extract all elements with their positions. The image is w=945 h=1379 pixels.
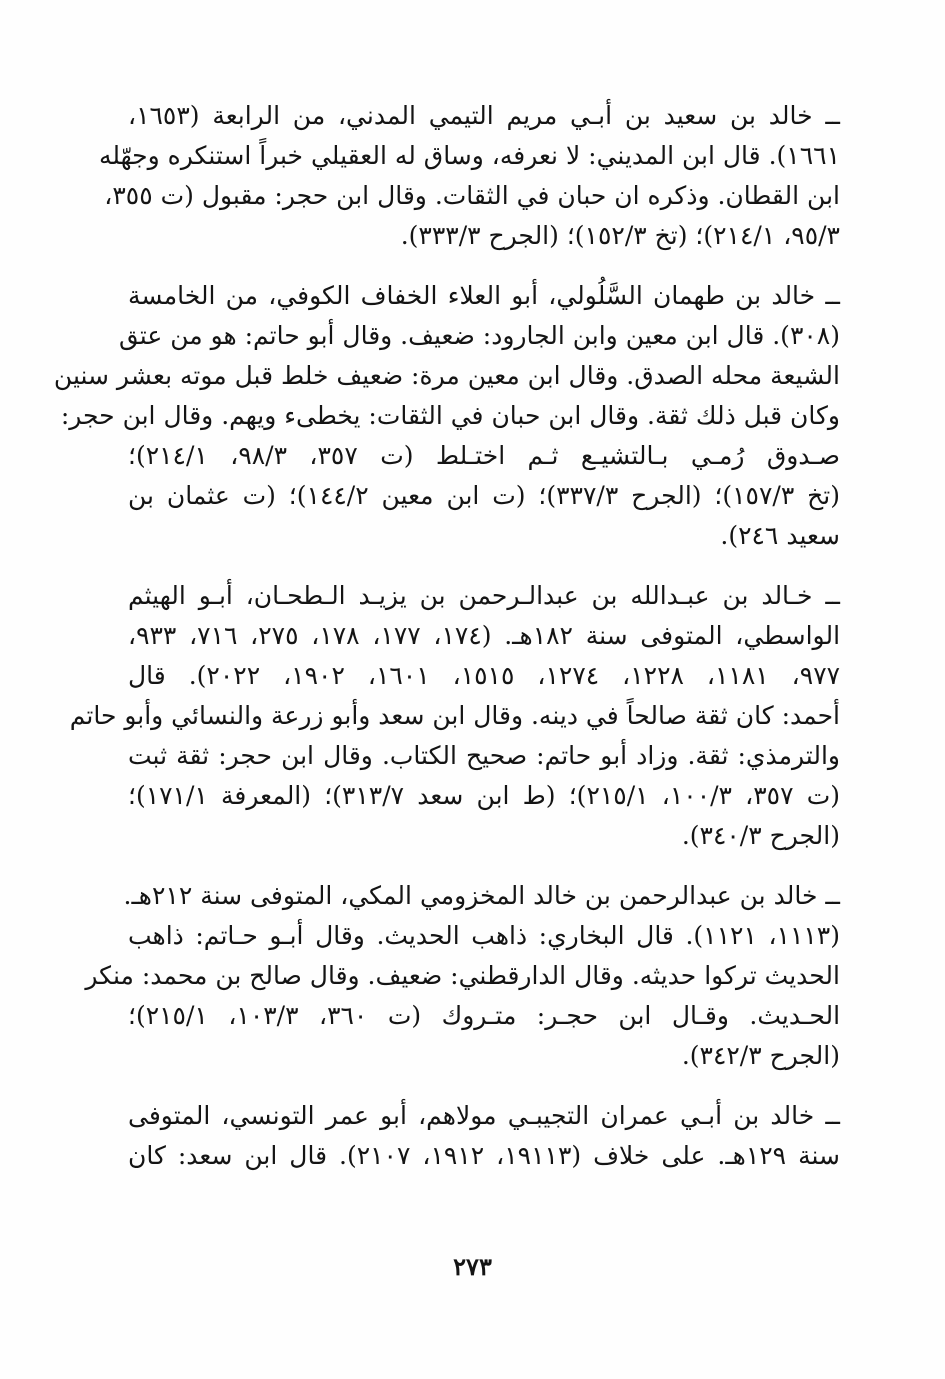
text-line: ــ خالد بن أبـي عمران التجيبـي مولاهم، أبو عمر التونسي، المتوفى (128, 1101, 840, 1130)
text-line: (ت ٣٥٧، ١٠٠/٣، ٢١٥/١)؛ (ط ابن سعد ٣١٣/٧)؛ (المعرفة ١٧١/١)؛ (128, 781, 841, 810)
text-line: (١١١٣، ١١٢١). قال البخاري: ذاهب الحديث. وقال أبـو حـاتم: ذاهب (128, 921, 840, 950)
text-line: ١٦٦١). قال ابن المديني: لا نعرفه، وساق له العقيلي خبراً استنكره وجهّله (98, 141, 840, 170)
page-body (53, 96, 841, 1196)
text-line: الحـديث. وقـال ابن حجـر: متـروك (ت ٣٦٠، ١٠٣/٣، ٢١٥/١)؛ (128, 1001, 841, 1030)
text-line: ــ خالد بن سعيد بن أبـي مريم التيمي المدني، من الرابعة (١٦٥٣، (128, 101, 840, 130)
text-line: ٩٧٧، ١١٨١، ١٢٢٨، ١٢٧٤، ١٥١٥، ١٦٠١، ١٩٠٢، ٢٠٢٢). قال (128, 661, 841, 690)
text-line: (الجرح ٣٤٢/٣). (681, 1041, 840, 1070)
entry-khalid-ibn-abi-imran (128, 1096, 840, 1176)
text-line: (تخ ١٥٧/٣)؛ (الجرح ٣٣٧/٣)؛ (ت ابن معين ١٤٤/٢)؛ (ت عثمان بن (128, 481, 840, 510)
entry-khalid-ibn-said (98, 96, 840, 256)
text-line: سعيد ٢٤٦). (720, 521, 840, 550)
text-line: الشيعة محله الصدق. وقال ابن معين مرة: ضعيف خلط قبل موته بعشر سنين (53, 361, 840, 390)
text-line: ابن القطان. وذكره ان حبان في الثقات. وقال ابن حجر: مقبول (ت ٣٥٥، (104, 181, 840, 210)
text-line: سنة ١٢٩هـ. على خلاف (١٩١١٣، ١٩١٢، ٢١٠٧). قال ابن سعد: كان (128, 1141, 840, 1170)
text-line: الواسطي، المتوفى سنة ١٨٢هـ. (١٧٤، ١٧٧، ١٧٨، ٢٧٥، ٧١٦، ٩٣٣، (128, 621, 841, 650)
page-number: ٢٧٣ (453, 1252, 492, 1281)
text-line: (الجرح ٣٤٠/٣). (681, 821, 840, 850)
text-line: صـدوق رُمـي بـالتشيـع ثـم اختـلط (ت ٣٥٧، ٩٨/٣، ٢١٤/١)؛ (128, 441, 840, 470)
text-line: ــ خالد بن عبدالرحمن بن خالد المخزومي المكي، المتوفى سنة ٢١٢هـ. (123, 881, 840, 910)
text-line: ــ خـالد بن عبـدالله بن عبدالـرحمن بن يزيـد الـطحـان، أبـو الهيثم (128, 581, 840, 610)
entry-khalid-ibn-abdullah (69, 576, 841, 856)
text-line: ٩٥/٣، ٢١٤/١)؛ (تخ ١٥٢/٣)؛ (الجرح ٣٣٣/٣). (400, 221, 840, 250)
text-line: أحمد: كان ثقة صالحاً في دينه. وقال ابن سعد وأبو زرعة والنسائي وأبو حاتم (69, 701, 840, 730)
text-line: (٣٠٨). قال ابن معين وابن الجارود: ضعيف. وقال أبو حاتم: هو من عتق (118, 321, 840, 350)
text-line: والترمذي: ثقة. وزاد أبو حاتم: صحيح الكتاب. وقال ابن حجر: ثقة ثبت (128, 741, 840, 770)
entry-khalid-ibn-abdulrahman (85, 876, 841, 1076)
text-line: وكان قبل ذلك ثقة. وقال ابن حبان في الثقات: يخطىء ويهم. وقال ابن حجر: (60, 401, 840, 430)
text-line: الحديث تركوا حديثه. وقال الدارقطني: ضعيف. وقال صالح بن محمد: منكر (85, 961, 840, 990)
text-line: ــ خالد بن طهمان السَّلُولي، أبو العلاء الخفاف الكوفي، من الخامسة (128, 281, 840, 310)
entry-khalid-ibn-tahman (53, 276, 840, 556)
